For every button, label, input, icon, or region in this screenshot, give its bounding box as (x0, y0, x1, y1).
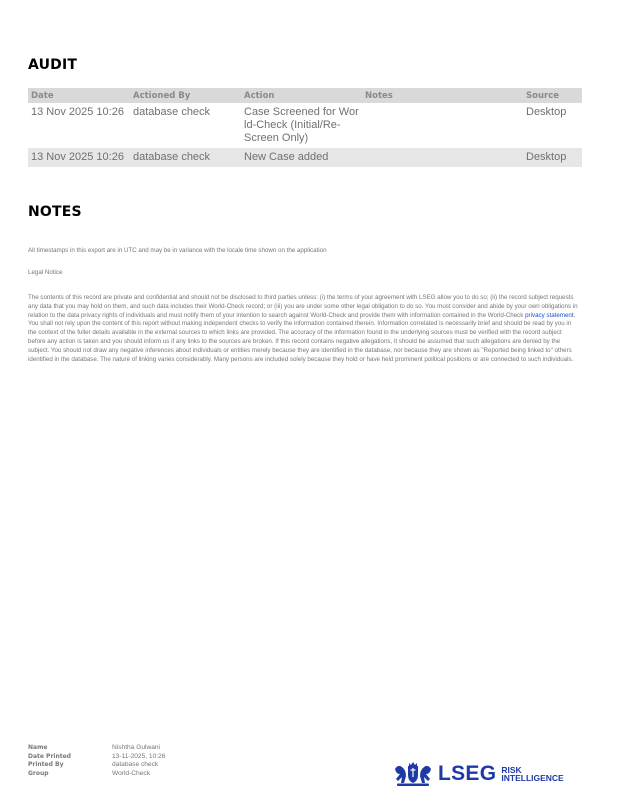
audit-table-header-row (28, 88, 582, 103)
legal-text-part-2: . You shall not rely upon the content of this report without making independent checks to verify the information contained therein. Information correlated is necessarily brief and should be read by you in the context of the fuller details available in the external sources to which links are provided. The accuracy of the information found in the underlying sources must be verified with the record subject before any action is taken and you should inform us if any links to the sources are broken. If this record contains negative allegations, it should be assumed that such allegations are denied by the subject. You should not draw any negative inferences about individuals or entities merely because they are identified in the database, nor because they are shown as "Reported being linked to" others identified in the database. The nature of linking varies considerably. Many persons are included solely because they hold or have held prominent political positions or are connected to such individuals. (28, 311, 576, 363)
column-header-date: Date (28, 88, 130, 103)
notes-section-title: NOTES (28, 204, 82, 220)
timestamp-note: All timestamps in this export are in UTC and may be in variance with the locale time shown on the application (28, 247, 327, 254)
print-detail-value: World-Check (112, 769, 150, 777)
print-detail-row (28, 744, 228, 753)
print-detail-value: database check (112, 761, 159, 769)
audit-table (28, 88, 582, 167)
cell-date: 13 Nov 2025 10:26 (28, 148, 130, 167)
cell-date: 13 Nov 2025 10:26 (31, 106, 124, 118)
cell-notes (362, 103, 523, 148)
cell-notes (362, 148, 523, 167)
lseg-risk-intelligence-logo (393, 760, 573, 788)
cell-action: Case Screened for Wor ld-Check (Initial/Re- Screen Only) (244, 106, 359, 144)
cell-action: New Case added (241, 148, 362, 167)
cell-actioned-by: database check (130, 148, 241, 167)
privacy-statement-link[interactable]: privacy statement (525, 311, 574, 319)
print-detail-value: Nishtha Gulwani (112, 744, 161, 751)
print-detail-row (28, 753, 228, 762)
lseg-wordmark: LSEG (438, 762, 497, 785)
column-header-notes: Notes (362, 88, 523, 103)
legal-text-part-1: The contents of this record are private and confidential and should not be disclosed to third parties unless: (i) the terms of your agreement with LSEG allow you to do so; (ii) the record subject requests any data that you may hold on them, and such data includes their World-Check record; or (iii) you are under some other legal obligation to do so. You must consider and abide by your own obligations in relation to the data privacy rights of individuals and must notify them of your intention to search against World-Check and provide them with information contained in the World-Check (28, 294, 578, 319)
table-row (28, 103, 582, 148)
print-detail-row (28, 770, 228, 779)
intelligence-word: INTELLIGENCE (501, 773, 564, 783)
legal-notice-text (28, 294, 578, 364)
lseg-crest-icon (393, 761, 433, 787)
risk-intelligence-wordmark (501, 766, 563, 782)
print-detail-label: Date Printed (28, 752, 71, 760)
print-details (28, 744, 228, 778)
cell-source: Desktop (526, 106, 567, 118)
column-header-source: Source (523, 88, 582, 103)
column-header-actioned-by: Actioned By (130, 88, 241, 103)
cell-actioned-by: database check (133, 106, 211, 118)
column-header-action: Action (241, 88, 362, 103)
print-detail-row (28, 761, 228, 770)
print-detail-label: Name (28, 744, 48, 751)
print-detail-label: Printed By (28, 761, 64, 769)
print-detail-label: Group (28, 769, 49, 777)
table-row (28, 148, 582, 167)
legal-notice-heading: Legal Notice (28, 269, 63, 276)
audit-section-title: AUDIT (28, 57, 78, 73)
risk-word: RISK (501, 765, 522, 775)
print-detail-value: 13-11-2025, 10:26 (112, 752, 166, 760)
cell-source: Desktop (523, 148, 582, 167)
